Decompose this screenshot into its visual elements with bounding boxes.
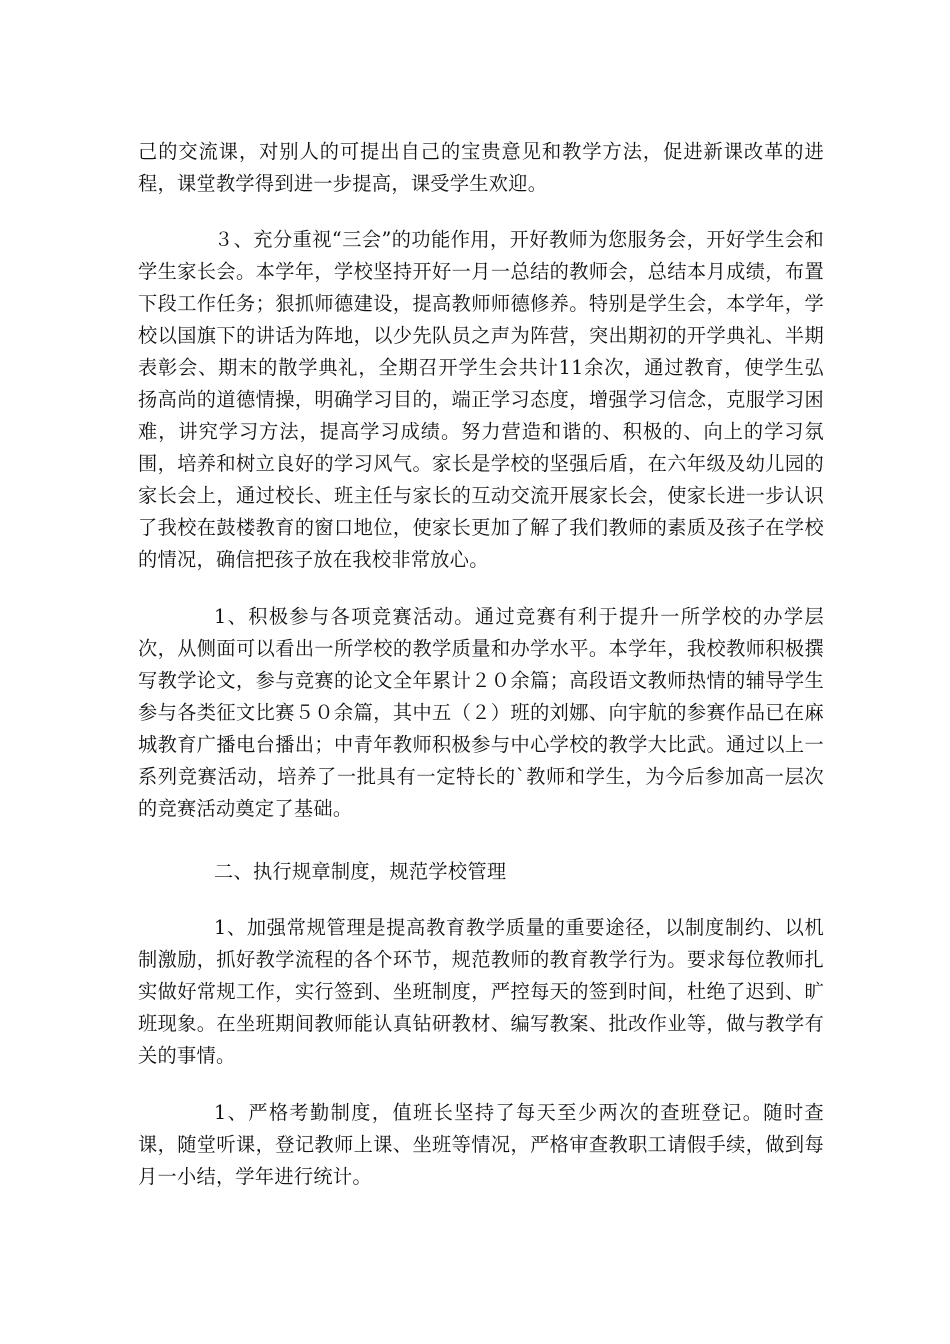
paragraph-5: 1、严格考勤制度，值班长坚持了每天至少两次的查班登记。随时查课，随堂听课，登记教师上课、坐班等情况，严格审查教职工请假手续，做到每月一小结，学年进行统计。 (138, 1101, 824, 1188)
paragraph-2: ３、充分重视“三会”的功能作用，开好教师为您服务会，开好学生会和学生家长会。本学年，学校坚持开好一月一总结的教师会，总结本月成绩，布置下段工作任务；狠抓师德建设，提高教师师德修养。特别是学生会，本学年，学校以国旗下的讲话为阵地，以少先队员之声为阵营，突出期初的开学典礼、半期表彰会、期末的散学典礼，全期召开学生会共计11余次，通过教育，使学生弘扬高尚的道德情操，明确学习目的，端正学习态度，增强学习信念，克服学习困难，讲究学习方法，提高学习成绩。努力营造和谐的、积极的、向上的学习氛围，培养和树立良好的学习风气。家长是学校的坚强后盾，在六年级及幼儿园的家长会上，通过校长、班主任与家长的互动交流开展家长会，使家长进一步认识了我校在鼓楼教育的窗口地位，使家长更加了解了我们教师的素质及孩子在学校的情况，确信把孩子放在我校非常放心。 (138, 228, 824, 571)
paragraph-3: 1、积极参与各项竞赛活动。通过竞赛有利于提升一所学校的办学层次，从侧面可以看出一所学校的教学质量和办学水平。本学年，我校教师积极撰写教学论文，参与竞赛的论文全年累计２０余篇；高段语文教师热情的辅导学生参与各类征文比赛５０余篇，其中五（２）班的刘娜、向宇航的参赛作品已在麻城教育广播电台播出；中青年教师积极参与中心学校的教学大比武。通过以上一系列竞赛活动，培养了一批具有一定特长的`教师和学生，为今后参加高一层次的竞赛活动奠定了基础。 (138, 605, 824, 820)
section-heading: 二、执行规章制度，规范学校管理 (214, 860, 507, 883)
paragraph-1: 己的交流课，对别人的可提出自己的宝贵意见和教学方法，促进新课改革的进程，课堂教学得到进一步提高，课受学生欢迎。 (138, 140, 824, 195)
paragraph-4: 1、加强常规管理是提高教育教学质量的重要途径，以制度制约、以机制激励，抓好教学流程的各个环节，规范教师的教育教学行为。要求每位教师扎实做好常规工作，实行签到、坐班制度，严控每天的签到时间，杜绝了迟到、旷班现象。在坐班期间教师能认真钻研教材、编写教案、批改作业等，做与教学有关的事情。 (138, 916, 824, 1067)
